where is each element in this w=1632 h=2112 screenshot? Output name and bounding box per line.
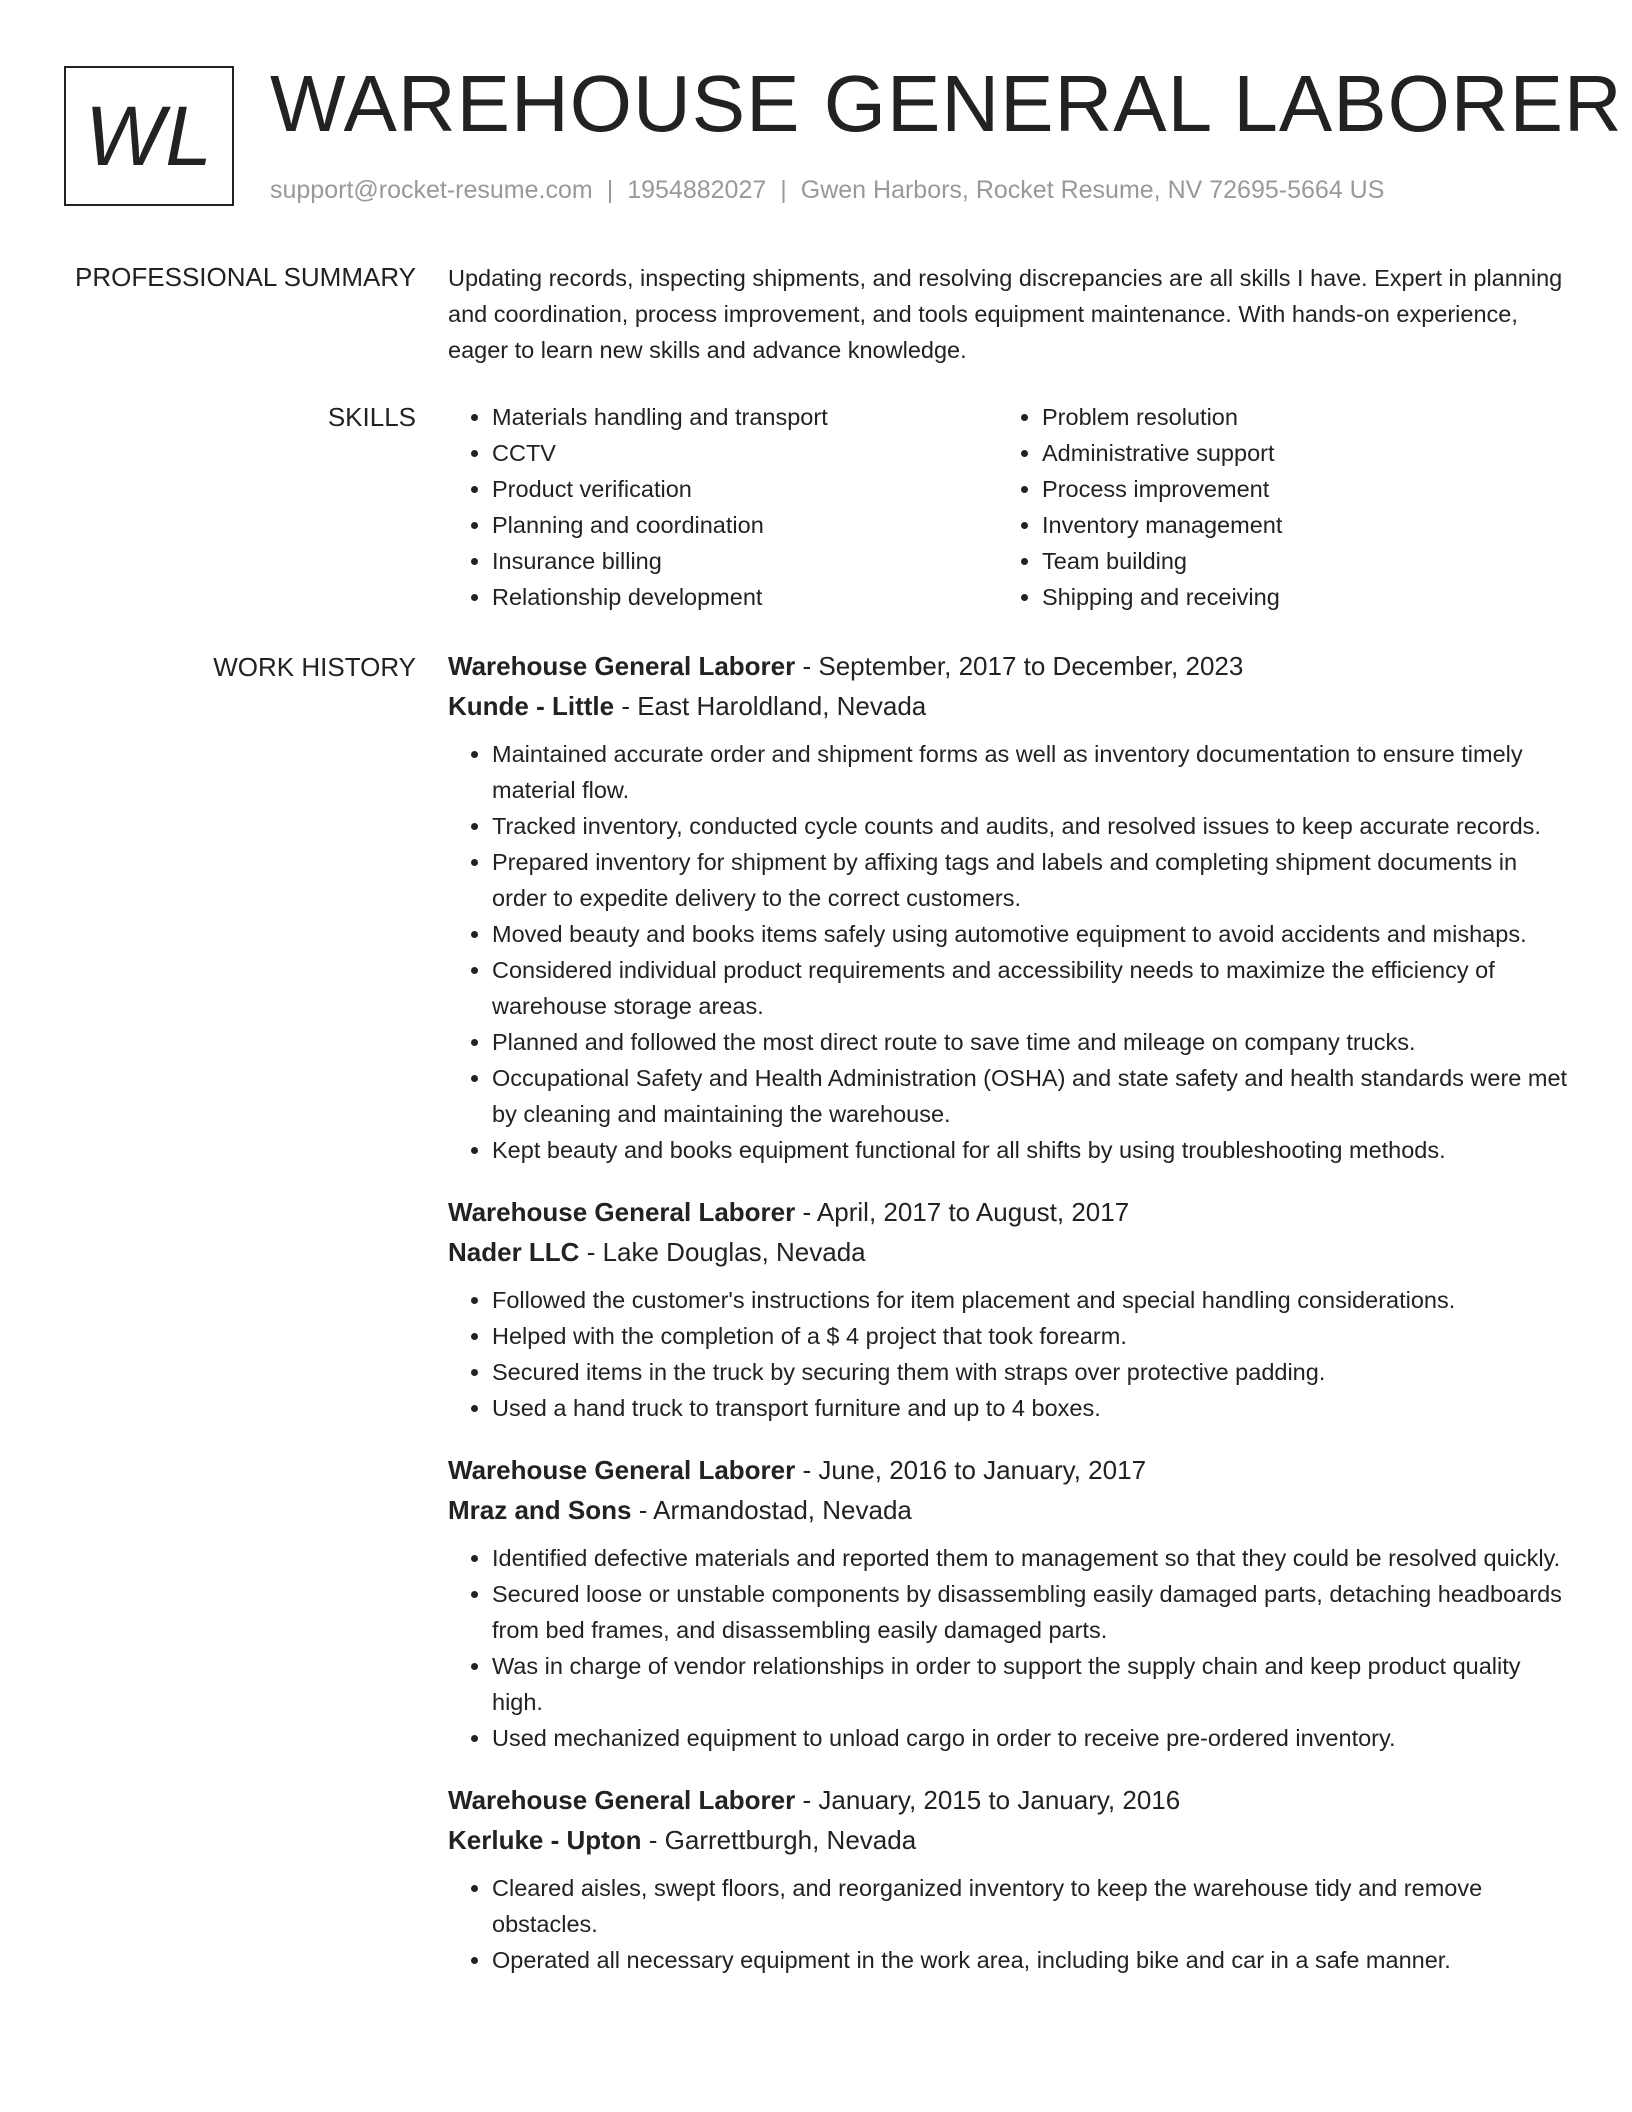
job-dates: - June, 2016 to January, 2017 [795, 1455, 1147, 1485]
job-duty-item: • Maintained accurate order and shipment forms as well as inventory documentation to ensure timely material flow. [492, 736, 1568, 808]
skill-item: • Team building [1042, 543, 1548, 579]
job-company: Kerluke - Upton [448, 1825, 642, 1855]
job-duty-item: • Was in charge of vendor relationships in order to support the supply chain and keep product quality high. [492, 1648, 1568, 1720]
skill-item: • Inventory management [1042, 507, 1548, 543]
job-duty-item: • Cleared aisles, swept floors, and reorganized inventory to keep the warehouse tidy and remove obstacles. [492, 1870, 1568, 1942]
job-company: Kunde - Little [448, 691, 615, 721]
job-duty-item: • Used a hand truck to transport furniture and up to 4 boxes. [492, 1390, 1568, 1426]
job-entry [448, 646, 1568, 1168]
job-dates: - April, 2017 to August, 2017 [795, 1197, 1130, 1227]
job-title-line [448, 1780, 1568, 1820]
skill-item: • Relationship development [492, 579, 998, 615]
job-duties-list [448, 1870, 1568, 1978]
phone-text[interactable]: 1954882027 [627, 176, 767, 204]
skill-item: • Administrative support [1042, 435, 1548, 471]
monogram-logo: WL [64, 66, 234, 206]
skill-item: • Process improvement [1042, 471, 1548, 507]
summary-section [448, 260, 1568, 368]
email-text[interactable]: support@rocket-resume.com [270, 176, 593, 204]
job-title-line [448, 1192, 1568, 1232]
job-company: Mraz and Sons [448, 1495, 632, 1525]
job-duty-item: • Prepared inventory for shipment by affixing tags and labels and completing shipment documents in order to expedite delivery to the correct customers. [492, 844, 1568, 916]
job-title-line [448, 1450, 1568, 1490]
job-duties-list [448, 1282, 1568, 1426]
job-title: Warehouse General Laborer [448, 1785, 796, 1815]
job-duty-item: • Followed the customer's instructions for item placement and special handling considerations. [492, 1282, 1568, 1318]
job-company: Nader LLC [448, 1237, 580, 1267]
job-duty-item: • Moved beauty and books items safely using automotive equipment to avoid accidents and mishaps. [492, 916, 1568, 952]
skill-item: • CCTV [492, 435, 998, 471]
separator: | [606, 176, 614, 204]
address-text: Gwen Harbors, Rocket Resume, NV 72695-5664 US [800, 176, 1385, 204]
job-duty-item: • Kept beauty and books equipment functional for all shifts by using troubleshooting methods. [492, 1132, 1568, 1168]
skill-item: • Planning and coordination [492, 507, 998, 543]
work-history-heading: WORK HISTORY [213, 652, 416, 682]
job-title: Warehouse General Laborer [448, 1197, 796, 1227]
work-history-section [448, 646, 1568, 2002]
job-company-line [448, 686, 1568, 726]
skills-section [448, 399, 1568, 615]
job-title: Warehouse General Laborer [448, 1455, 796, 1485]
job-dates: - September, 2017 to December, 2023 [795, 651, 1244, 681]
job-title-line [448, 646, 1568, 686]
skill-item: • Product verification [492, 471, 998, 507]
skill-item: • Insurance billing [492, 543, 998, 579]
separator: | [780, 176, 787, 204]
job-duty-item: • Planned and followed the most direct route to save time and mileage on company trucks. [492, 1024, 1568, 1060]
job-title: Warehouse General Laborer [448, 651, 796, 681]
skills-list-right [998, 399, 1548, 615]
contact-line [270, 176, 1384, 205]
job-duty-item: • Secured loose or unstable components by disassembling easily damaged parts, detaching headboards from bed frames, and disassembling easily damaged parts. [492, 1576, 1568, 1648]
job-entry [448, 1780, 1568, 1978]
skills-list-left [448, 399, 998, 615]
page-title: WAREHOUSE GENERAL LABORER [270, 59, 1623, 148]
job-location: - Armandostad, Nevada [631, 1495, 912, 1525]
job-location: - Garrettburgh, Nevada [641, 1825, 917, 1855]
skill-item: • Problem resolution [1042, 399, 1548, 435]
job-duty-item: • Identified defective materials and reported them to management so that they could be resolved quickly. [492, 1540, 1568, 1576]
job-company-line [448, 1490, 1568, 1530]
job-location: - East Haroldland, Nevada [614, 691, 927, 721]
job-duty-item: • Tracked inventory, conducted cycle counts and audits, and resolved issues to keep accurate records. [492, 808, 1568, 844]
job-company-line [448, 1820, 1568, 1860]
job-duty-item: • Helped with the completion of a $ 4 project that took forearm. [492, 1318, 1568, 1354]
job-location: - Lake Douglas, Nevada [579, 1237, 866, 1267]
skill-item: • Shipping and receiving [1042, 579, 1548, 615]
skills-heading: SKILLS [327, 402, 416, 432]
job-entry [448, 1450, 1568, 1756]
job-duty-item: • Used mechanized equipment to unload cargo in order to receive pre-ordered inventory. [492, 1720, 1568, 1756]
summary-heading: PROFESSIONAL SUMMARY [75, 262, 416, 292]
job-duty-item: • Considered individual product requirements and accessibility needs to maximize the efficiency of warehouse storage areas. [492, 952, 1568, 1024]
job-duties-list [448, 736, 1568, 1168]
summary-text: Updating records, inspecting shipments, and resolving discrepancies are all skills I have. Expert in planning and coordination, process improvement, and tools equipment maintenance. With hands-on experience, eager to learn new skills and advance knowledge. [448, 265, 1563, 363]
job-dates: - January, 2015 to January, 2016 [795, 1785, 1181, 1815]
job-duty-item: • Secured items in the truck by securing them with straps over protective padding. [492, 1354, 1568, 1390]
job-company-line [448, 1232, 1568, 1272]
job-duty-item: • Operated all necessary equipment in the work area, including bike and car in a safe manner. [492, 1942, 1568, 1978]
job-duties-list [448, 1540, 1568, 1756]
job-entry [448, 1192, 1568, 1426]
job-duty-item: • Occupational Safety and Health Administration (OSHA) and state safety and health standards were met by cleaning and maintaining the warehouse. [492, 1060, 1568, 1132]
skill-item: • Materials handling and transport [492, 399, 998, 435]
